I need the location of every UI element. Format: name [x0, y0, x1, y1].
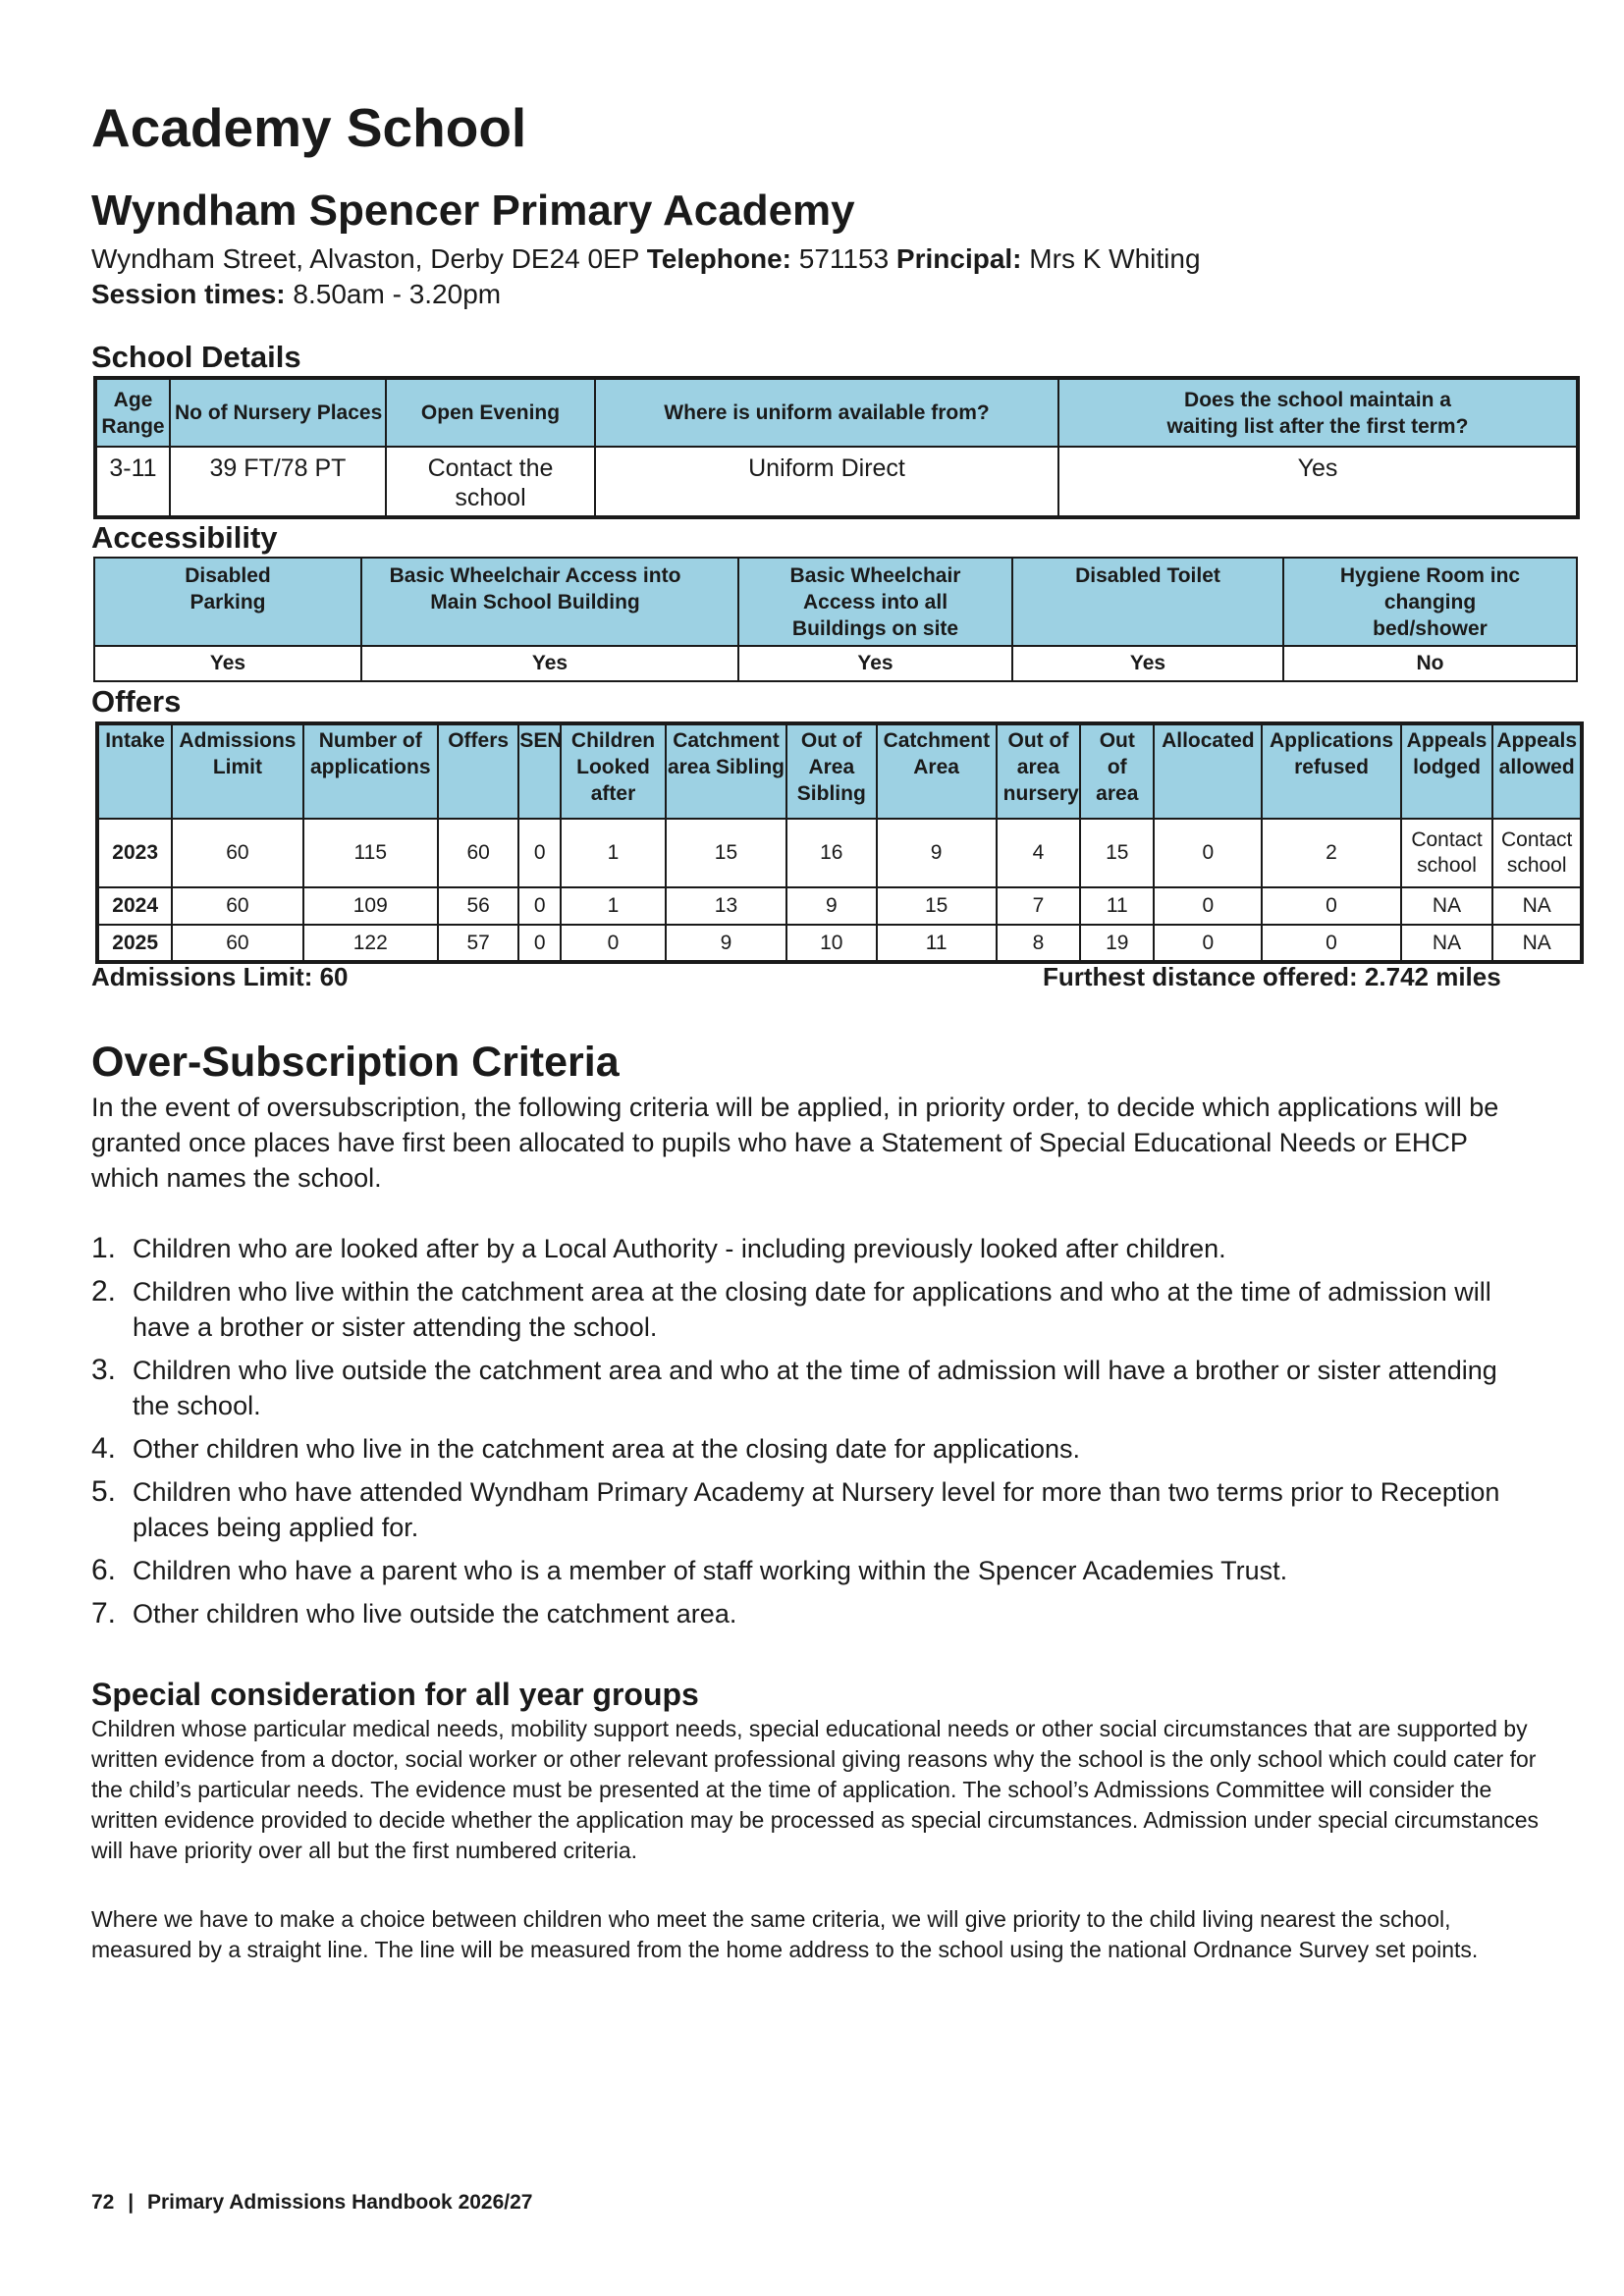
offers-cell-appeals-allowed: NA: [1492, 925, 1582, 962]
offers-cell-catchment-sibling: 9: [666, 925, 786, 962]
offers-row: [97, 819, 1582, 887]
header-intake: Intake: [97, 723, 172, 819]
value-open-evening: Contact the school: [386, 447, 595, 517]
telephone-label: Telephone:: [646, 243, 791, 274]
header-disabled-toilet: Disabled Toilet: [1012, 558, 1283, 646]
criteria-text: Other children who live outside the catchment area.: [133, 1599, 737, 1629]
criteria-number: 3.: [91, 1354, 117, 1386]
school-contact-block: [91, 241, 1201, 312]
offers-cell-out-sibling: 10: [786, 925, 877, 962]
address: Wyndham Street, Alvaston, Derby DE24 0EP: [91, 243, 639, 274]
admissions-limit-summary: Admissions Limit: 60: [91, 962, 349, 991]
value-uniform: Uniform Direct: [595, 447, 1058, 517]
offers-table: [95, 721, 1584, 964]
criteria-text: Children who live outside the catchment area and who at the time of admission will have a brother or sister attending the school.: [133, 1356, 1497, 1420]
header-offers: Offers: [438, 723, 518, 819]
criteria-text: Children who are looked after by a Local Authority - including previously looked after children.: [133, 1234, 1226, 1263]
criteria-number: 6.: [91, 1554, 117, 1586]
header-refused: Applications refused: [1262, 723, 1400, 819]
school-name: Wyndham Spencer Primary Academy: [91, 187, 855, 235]
criteria-text: Children who have a parent who is a member of staff working within the Spencer Academies Trust.: [133, 1556, 1288, 1585]
criteria-text: Other children who live in the catchment area at the closing date for applications.: [133, 1434, 1081, 1464]
criteria-number: 1.: [91, 1232, 117, 1264]
criteria-list: [91, 1231, 1515, 1639]
value-nursery-places: 39 FT/78 PT: [170, 447, 386, 517]
address-line: [91, 241, 1201, 277]
special-title: Special consideration for all year groups: [91, 1677, 699, 1712]
offers-cell-out-sibling: 9: [786, 887, 877, 925]
header-sen: SEN: [518, 723, 561, 819]
criteria-item: [91, 1596, 1515, 1631]
offers-cell-intake: 2024: [97, 887, 172, 925]
criteria-number: 2.: [91, 1275, 117, 1308]
offers-cell-out-nursery: 7: [997, 887, 1080, 925]
offers-cell-catchment-sibling: 15: [666, 819, 786, 887]
criteria-item: [91, 1231, 1515, 1266]
offers-cell-catchment-sibling: 13: [666, 887, 786, 925]
offers-cell-admissions-limit: 60: [172, 925, 302, 962]
offers-cell-intake: 2025: [97, 925, 172, 962]
page-footer: [91, 2191, 532, 2215]
offers-cell-allocated: 0: [1154, 819, 1262, 887]
header-allocated: Allocated: [1154, 723, 1262, 819]
session-label: Session times:: [91, 279, 286, 309]
offers-cell-appeals-lodged: NA: [1401, 887, 1493, 925]
session-times: 8.50am - 3.20pm: [293, 279, 502, 309]
offers-cell-looked-after: 1: [561, 887, 666, 925]
offers-cell-out-area: 11: [1080, 887, 1154, 925]
criteria-item: [91, 1274, 1515, 1345]
offers-cell-looked-after: 1: [561, 819, 666, 887]
header-disabled-parking: Disabled Parking: [94, 558, 361, 646]
offers-cell-applications: 115: [303, 819, 438, 887]
offers-cell-sen: 0: [518, 887, 561, 925]
header-waiting-list: Does the school maintain a waiting list after the first term?: [1058, 378, 1578, 447]
offers-cell-out-area: 19: [1080, 925, 1154, 962]
criteria-item: [91, 1553, 1515, 1588]
value-wheelchair-all: Yes: [738, 646, 1012, 681]
offers-cell-applications: 109: [303, 887, 438, 925]
criteria-item: [91, 1431, 1515, 1467]
offers-cell-allocated: 0: [1154, 925, 1262, 962]
header-applications: Number of applications: [303, 723, 438, 819]
special-paragraph-1: Children whose particular medical needs, mobility support needs, special educational needs or other social circumstances that are supported by written evidence from a doctor, social worker or other relevant professional giving reasons why the school is the only school which could cater for the child’s particular needs. The evidence must be presented at the time of application. The school’s Admissions Committee will consider the written evidence provided to decide whether the application may be processed as special circumstances. Admission under special circumstances will have priority over all but the first numbered criteria.: [91, 1716, 1540, 1863]
offers-cell-intake: 2023: [97, 819, 172, 887]
offers-cell-offers: 56: [438, 887, 518, 925]
offers-title: Offers: [91, 684, 182, 719]
offers-cell-looked-after: 0: [561, 925, 666, 962]
furthest-distance: Furthest distance offered: 2.742 miles: [1043, 962, 1501, 991]
header-appeals-lodged: Appeals lodged: [1401, 723, 1493, 819]
criteria-text: Children who live within the catchment area at the closing date for applications and who at the time of admission will have a brother or sister attending the school.: [133, 1277, 1491, 1342]
criteria-text: Children who have attended Wyndham Primary Academy at Nursery level for more than two terms prior to Reception places being applied for.: [133, 1477, 1500, 1542]
session-line: [91, 277, 1201, 312]
offers-cell-catchment: 9: [877, 819, 997, 887]
value-hygiene-room: No: [1283, 646, 1577, 681]
offers-cell-admissions-limit: 60: [172, 887, 302, 925]
offers-cell-applications: 122: [303, 925, 438, 962]
criteria-number: 7.: [91, 1597, 117, 1629]
header-wheelchair-main: Basic Wheelchair Access into Main School Building: [361, 558, 738, 646]
special-paragraph-2: Where we have to make a choice between children who meet the same criteria, we will give priority to the child living nearest the school, measured by a straight line. The line will be measured from the home address to the school using the national Ordnance Survey set points.: [91, 1906, 1479, 1962]
header-hygiene-room: Hygiene Room inc changing bed/shower: [1283, 558, 1577, 646]
school-details-title: School Details: [91, 340, 301, 374]
footer-separator: |: [128, 2191, 135, 2214]
offers-cell-out-nursery: 8: [997, 925, 1080, 962]
accessibility-title: Accessibility: [91, 520, 278, 555]
criteria-item: [91, 1353, 1515, 1423]
value-wheelchair-main: Yes: [361, 646, 738, 681]
offers-cell-offers: 60: [438, 819, 518, 887]
header-admissions-limit: Admissions Limit: [172, 723, 302, 819]
offers-row: [97, 887, 1582, 925]
offers-cell-out-sibling: 16: [786, 819, 877, 887]
header-looked-after: Children Looked after: [561, 723, 666, 819]
offers-cell-refused: 0: [1262, 887, 1400, 925]
offers-cell-refused: 2: [1262, 819, 1400, 887]
header-out-area: Out of area: [1080, 723, 1154, 819]
criteria-intro: In the event of oversubscription, the following criteria will be applied, in priority order, to decide which applications will be granted once places have first been allocated to pupils who have a Statement of Special Educational Needs or EHCP which names the school.: [91, 1093, 1499, 1193]
header-nursery-places: No of Nursery Places: [170, 378, 386, 447]
header-open-evening: Open Evening: [386, 378, 595, 447]
page-kicker: Academy School: [91, 97, 527, 158]
school-details-table: [93, 376, 1580, 519]
principal-label: Principal:: [895, 243, 1022, 274]
offers-cell-out-nursery: 4: [997, 819, 1080, 887]
offers-cell-admissions-limit: 60: [172, 819, 302, 887]
header-out-nursery: Out of area nursery: [997, 723, 1080, 819]
offers-cell-offers: 57: [438, 925, 518, 962]
offers-cell-refused: 0: [1262, 925, 1400, 962]
offers-cell-sen: 0: [518, 925, 561, 962]
header-out-sibling: Out of Area Sibling: [786, 723, 877, 819]
header-uniform: Where is uniform available from?: [595, 378, 1058, 447]
offers-cell-appeals-allowed: NA: [1492, 887, 1582, 925]
principal: Mrs K Whiting: [1029, 243, 1201, 274]
accessibility-table: [93, 557, 1578, 682]
value-disabled-parking: Yes: [94, 646, 361, 681]
offers-cell-appeals-allowed: Contact school: [1492, 819, 1582, 887]
header-age-range: Age Range: [95, 378, 170, 447]
criteria-number: 5.: [91, 1475, 117, 1508]
footer-title: Primary Admissions Handbook 2026/27: [146, 2191, 533, 2214]
header-catchment-sibling: Catchment area Sibling: [666, 723, 786, 819]
criteria-title: Over-Subscription Criteria: [91, 1039, 620, 1086]
offers-cell-catchment: 15: [877, 887, 997, 925]
criteria-item: [91, 1474, 1515, 1545]
header-wheelchair-all: Basic Wheelchair Access into all Buildings on site: [738, 558, 1012, 646]
offers-cell-out-area: 15: [1080, 819, 1154, 887]
criteria-number: 4.: [91, 1432, 117, 1465]
value-disabled-toilet: Yes: [1012, 646, 1283, 681]
value-waiting-list: Yes: [1058, 447, 1578, 517]
offers-cell-catchment: 11: [877, 925, 997, 962]
offers-cell-allocated: 0: [1154, 887, 1262, 925]
page-number: 72: [91, 2191, 115, 2214]
header-catchment: Catchment Area: [877, 723, 997, 819]
offers-cell-appeals-lodged: Contact school: [1401, 819, 1493, 887]
offers-cell-appeals-lodged: NA: [1401, 925, 1493, 962]
header-appeals-allowed: Appeals allowed: [1492, 723, 1582, 819]
telephone: 571153: [798, 243, 890, 274]
offers-row: [97, 925, 1582, 962]
value-age-range: 3-11: [95, 447, 170, 517]
offers-cell-sen: 0: [518, 819, 561, 887]
